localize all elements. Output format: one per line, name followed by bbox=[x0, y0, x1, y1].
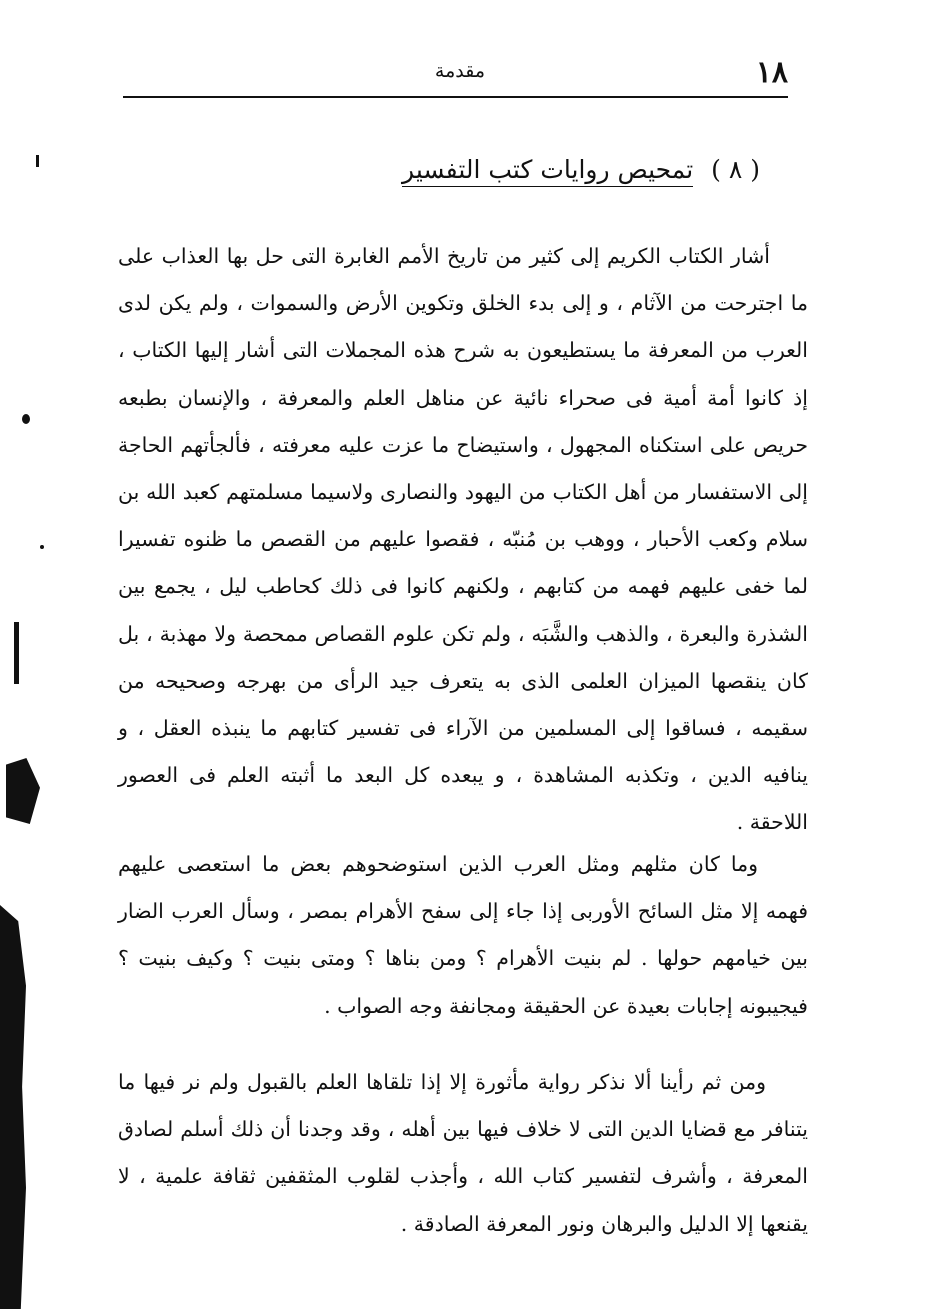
scan-edge-line bbox=[14, 622, 19, 684]
paragraph: وما كان مثلهم ومثل العرب الذين استوضحوهم بعض ما استعصى عليهم فهمه إلا مثل السائح الأوربى إذا جاء إلى سفح الأهرام بمصر ، وسأل العرب الضار بين خيامهم حولها . لم بنيت الأهرام ؟ ومن بناها ؟ ومتى بنيت ؟ وكيف بنيت ؟ فيجيبونه إجابات بعيدة عن الحقيقة ومجانفة وجه الصواب . bbox=[118, 852, 808, 1018]
section-number: ( ٨ ) bbox=[711, 155, 760, 184]
scan-speck bbox=[22, 414, 30, 424]
running-title: مقدمة bbox=[434, 60, 486, 82]
section-heading bbox=[402, 150, 760, 192]
scan-speck bbox=[36, 155, 39, 167]
page-number: ١٨ bbox=[755, 55, 788, 90]
section-title: تمحيص روايات كتب التفسير bbox=[402, 155, 693, 187]
paragraph: ومن ثم رأينا ألا نذكر رواية مأثورة إلا إذا تلقاها العلم بالقبول ولم نر فيها ما يتنافر مع قضايا الدين التى لا خلاف فيها بين أهله ، وقد وجدنا أن ذلك أسلم لصادق المعرفة ، وأشرف لتفسير كتاب الله ، وأجذب لقلوب المثقفين ثقافة علمية ، لا يقنعها إلا الدليل والبرهان ونور المعرفة الصادقة . bbox=[118, 1070, 808, 1236]
scan-edge-shadow bbox=[0, 905, 26, 1309]
page-header bbox=[123, 56, 788, 98]
paragraph: أشار الكتاب الكريم إلى كثير من تاريخ الأمم الغابرة التى حل بها العذاب على ما اجترحت من الآثام ، و إلى بدء الخلق وتكوين الأرض والسموات ، ولم يكن لدى العرب من المعرفة ما يستطيعون به شرح هذه المجملات التى أشار إليها الكتاب ، إذ كانوا أمة أمية فى صحراء نائية عن مناهل العلم والمعرفة ، والإنسان بطبعه حريص على استكناه المجهول ، واستيضاح ما عزت عليه معرفته ، فألجأتهم الحاجة إلى الاستفسار من أهل الكتاب من اليهود والنصارى ولاسيما مسلمتهم كعبد الله بن سلام وكعب الأحبار ، ووهب بن مُنبّه ، فقصوا عليهم من القصص ما ظنوه تفسيرا لما خفى عليهم فهمه من كتابهم ، ولكنهم كانوا فى ذلك كحاطب ليل ، يجمع بين الشذرة والبعرة ، والذهب والشَّبَه ، ولم تكن علوم القصاص ممحصة ولا مهذبة ، بل كان ينقصها الميزان العلمى الذى به يتعرف جيد الرأى من بهرجه وصحيحه من سقيمه ، فساقوا إلى المسلمين من الآراء فى تفسير كتابهم ما ينبذه العقل ، و ينافيه الدين ، وتكذبه المشاهدة ، و يبعده كل البعد ما أثبته العلم فى العصور اللاحقة . bbox=[118, 244, 808, 835]
scan-smudge bbox=[6, 758, 40, 824]
scan-speck bbox=[40, 545, 44, 549]
